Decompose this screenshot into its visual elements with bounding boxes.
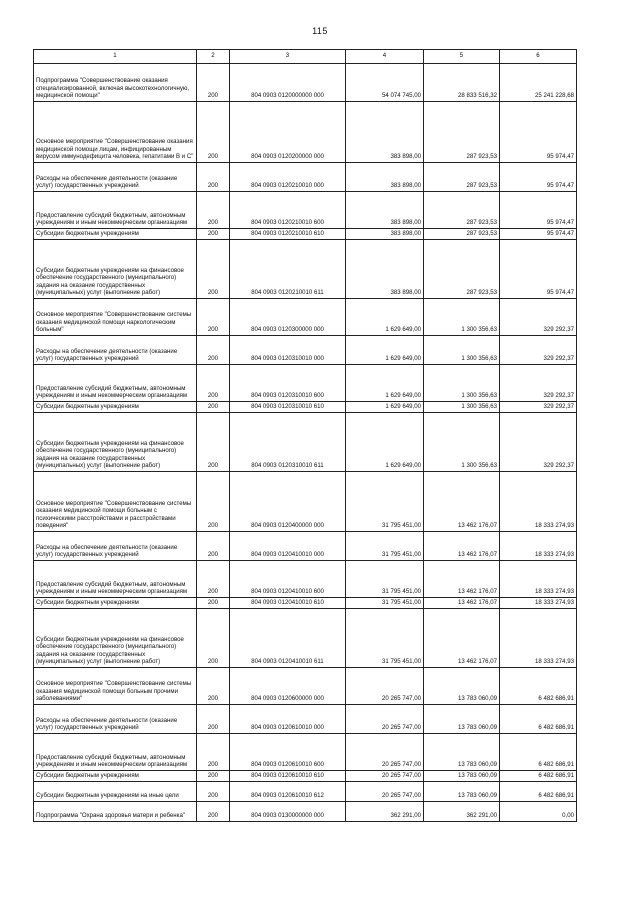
column-header: 2 bbox=[197, 50, 230, 64]
row-value-4: 1 629 649,00 bbox=[346, 299, 424, 336]
row-value-6: 329 292,37 bbox=[500, 336, 577, 365]
row-value-6: 95 974,47 bbox=[500, 229, 577, 240]
row-grbs: 200 bbox=[197, 802, 230, 822]
row-grbs: 200 bbox=[197, 413, 230, 472]
row-value-4: 383 898,00 bbox=[346, 229, 424, 240]
row-value-6: 6 482 686,91 bbox=[500, 668, 577, 705]
row-value-5: 13 462 176,07 bbox=[424, 472, 500, 532]
row-name: Основное мероприятие "Совершенствование системы оказания медицинской помощи больным прочими заболеваниями" bbox=[34, 668, 197, 705]
row-name: Предоставление субсидий бюджетным, автономным учреждениям и иным некоммерческим организациям bbox=[34, 365, 197, 402]
row-name: Предоставление субсидий бюджетным, автономным учреждениям и иным некоммерческим организациям bbox=[34, 734, 197, 771]
row-grbs: 200 bbox=[197, 598, 230, 609]
row-name: Субсидии бюджетным учреждениям bbox=[34, 229, 197, 240]
row-code: 804 0903 0120210010 000 bbox=[230, 163, 346, 192]
row-value-4: 31 795 451,00 bbox=[346, 598, 424, 609]
row-name: Субсидии бюджетным учреждениям на финансовое обеспечение государственного (муниципального) задания на оказание государственных (муниципальных) услуг (выполнение работ) bbox=[34, 413, 197, 472]
row-value-6: 6 482 686,91 bbox=[500, 771, 577, 782]
row-grbs: 200 bbox=[197, 734, 230, 771]
column-header: 3 bbox=[230, 50, 346, 64]
row-name: Расходы на обеспечение деятельности (оказание услуг) государственных учреждений bbox=[34, 163, 197, 192]
row-grbs: 200 bbox=[197, 229, 230, 240]
row-grbs: 200 bbox=[197, 402, 230, 413]
row-code: 804 0903 0120400000 000 bbox=[230, 472, 346, 532]
row-value-5: 13 462 176,07 bbox=[424, 609, 500, 668]
row-code: 804 0903 0120000000 000 bbox=[230, 64, 346, 102]
row-value-5: 13 783 060,09 bbox=[424, 734, 500, 771]
row-code: 804 0903 0120610010 612 bbox=[230, 782, 346, 802]
row-name: Субсидии бюджетным учреждениям на финансовое обеспечение государственного (муниципального) задания на оказание государственных (муниципальных) услуг (выполнение работ) bbox=[34, 609, 197, 668]
row-grbs: 200 bbox=[197, 102, 230, 163]
row-code: 804 0903 0120410010 000 bbox=[230, 532, 346, 561]
row-value-5: 13 783 060,09 bbox=[424, 705, 500, 734]
row-code: 804 0903 0120610010 610 bbox=[230, 771, 346, 782]
table-row bbox=[34, 734, 577, 771]
row-name: Субсидии бюджетным учреждениям на иные цели bbox=[34, 782, 197, 802]
row-code: 804 0903 0120200000 000 bbox=[230, 102, 346, 163]
row-name: Расходы на обеспечение деятельности (оказание услуг) государственных учреждений bbox=[34, 336, 197, 365]
row-grbs: 200 bbox=[197, 336, 230, 365]
row-value-4: 31 795 451,00 bbox=[346, 532, 424, 561]
row-value-6: 18 333 274,93 bbox=[500, 472, 577, 532]
budget-table bbox=[33, 49, 577, 822]
row-value-4: 20 265 747,00 bbox=[346, 705, 424, 734]
row-grbs: 200 bbox=[197, 192, 230, 229]
row-value-6: 25 241 228,68 bbox=[500, 64, 577, 102]
row-name: Субсидии бюджетным учреждениям bbox=[34, 598, 197, 609]
row-value-4: 383 898,00 bbox=[346, 192, 424, 229]
row-value-4: 383 898,00 bbox=[346, 163, 424, 192]
table-row bbox=[34, 413, 577, 472]
row-name: Предоставление субсидий бюджетным, автономным учреждениям и иным некоммерческим организациям bbox=[34, 192, 197, 229]
row-value-4: 31 795 451,00 bbox=[346, 561, 424, 598]
row-value-6: 329 292,37 bbox=[500, 402, 577, 413]
table-row bbox=[34, 240, 577, 299]
row-grbs: 200 bbox=[197, 609, 230, 668]
page-number: 115 bbox=[312, 26, 328, 36]
row-value-5: 287 923,53 bbox=[424, 192, 500, 229]
row-code: 804 0903 0120310010 600 bbox=[230, 365, 346, 402]
row-value-4: 1 629 649,00 bbox=[346, 413, 424, 472]
column-header: 6 bbox=[500, 50, 577, 64]
row-value-6: 95 974,47 bbox=[500, 240, 577, 299]
table-row bbox=[34, 802, 577, 822]
row-code: 804 0903 0120310010 611 bbox=[230, 413, 346, 472]
row-value-5: 1 300 356,63 bbox=[424, 402, 500, 413]
row-code: 804 0903 0120610010 000 bbox=[230, 705, 346, 734]
row-value-6: 329 292,37 bbox=[500, 365, 577, 402]
row-value-6: 95 974,47 bbox=[500, 163, 577, 192]
row-value-5: 1 300 356,63 bbox=[424, 336, 500, 365]
table-row bbox=[34, 365, 577, 402]
table-row bbox=[34, 561, 577, 598]
row-name: Субсидии бюджетным учреждениям bbox=[34, 771, 197, 782]
row-value-4: 20 265 747,00 bbox=[346, 668, 424, 705]
row-value-6: 329 292,37 bbox=[500, 299, 577, 336]
row-grbs: 200 bbox=[197, 561, 230, 598]
column-header: 5 bbox=[424, 50, 500, 64]
row-grbs: 200 bbox=[197, 365, 230, 402]
row-value-6: 329 292,37 bbox=[500, 413, 577, 472]
row-code: 804 0903 0130000000 000 bbox=[230, 802, 346, 822]
row-value-5: 13 462 176,07 bbox=[424, 598, 500, 609]
table-row bbox=[34, 402, 577, 413]
table-row bbox=[34, 598, 577, 609]
row-grbs: 200 bbox=[197, 299, 230, 336]
row-name: Предоставление субсидий бюджетным, автономным учреждениям и иным некоммерческим организациям bbox=[34, 561, 197, 598]
table-row bbox=[34, 192, 577, 229]
row-value-6: 18 333 274,93 bbox=[500, 609, 577, 668]
table-row bbox=[34, 782, 577, 802]
row-code: 804 0903 0120600000 000 bbox=[230, 668, 346, 705]
row-value-5: 1 300 356,63 bbox=[424, 413, 500, 472]
table-row bbox=[34, 472, 577, 532]
row-code: 804 0903 0120310010 610 bbox=[230, 402, 346, 413]
row-name: Подпрограмма "Охрана здоровья матери и ребенка" bbox=[34, 802, 197, 822]
row-name: Расходы на обеспечение деятельности (оказание услуг) государственных учреждений bbox=[34, 532, 197, 561]
table-row bbox=[34, 668, 577, 705]
row-value-6: 6 482 686,91 bbox=[500, 705, 577, 734]
row-value-5: 13 462 176,07 bbox=[424, 532, 500, 561]
row-name: Подпрограмма "Совершенствование оказания специализированной, включая высокотехнологичную, медицинской помощи" bbox=[34, 64, 197, 102]
row-grbs: 200 bbox=[197, 64, 230, 102]
row-value-6: 18 333 274,93 bbox=[500, 598, 577, 609]
row-value-5: 13 462 176,07 bbox=[424, 561, 500, 598]
row-value-4: 1 629 649,00 bbox=[346, 365, 424, 402]
row-code: 804 0903 0120410010 610 bbox=[230, 598, 346, 609]
row-value-6: 6 482 686,91 bbox=[500, 782, 577, 802]
row-value-4: 20 265 747,00 bbox=[346, 734, 424, 771]
row-value-6: 0,00 bbox=[500, 802, 577, 822]
row-grbs: 200 bbox=[197, 705, 230, 734]
row-value-5: 13 783 060,09 bbox=[424, 771, 500, 782]
row-grbs: 200 bbox=[197, 782, 230, 802]
table-row bbox=[34, 609, 577, 668]
table-row bbox=[34, 64, 577, 102]
row-value-5: 287 923,53 bbox=[424, 102, 500, 163]
row-code: 804 0903 0120310010 000 bbox=[230, 336, 346, 365]
row-value-4: 1 629 649,00 bbox=[346, 402, 424, 413]
row-value-4: 383 898,00 bbox=[346, 102, 424, 163]
row-code: 804 0903 0120610010 600 bbox=[230, 734, 346, 771]
row-name: Основное мероприятие "Совершенствование системы оказания медицинской помощи наркологическим больным" bbox=[34, 299, 197, 336]
row-grbs: 200 bbox=[197, 771, 230, 782]
row-value-5: 287 923,53 bbox=[424, 163, 500, 192]
table-row bbox=[34, 771, 577, 782]
row-name: Субсидии бюджетным учреждениям bbox=[34, 402, 197, 413]
table-row bbox=[34, 705, 577, 734]
row-value-5: 13 783 060,09 bbox=[424, 782, 500, 802]
row-code: 804 0903 0120410010 611 bbox=[230, 609, 346, 668]
row-value-5: 287 923,53 bbox=[424, 240, 500, 299]
row-value-6: 18 333 274,93 bbox=[500, 561, 577, 598]
row-value-4: 1 629 649,00 bbox=[346, 336, 424, 365]
table-row bbox=[34, 532, 577, 561]
table-header-row bbox=[34, 50, 577, 64]
row-value-4: 31 795 451,00 bbox=[346, 609, 424, 668]
row-value-4: 383 898,00 bbox=[346, 240, 424, 299]
row-value-6: 6 482 686,91 bbox=[500, 734, 577, 771]
table-row bbox=[34, 336, 577, 365]
row-name: Субсидии бюджетным учреждениям на финансовое обеспечение государственного (муниципального) задания на оказание государственных (муниципальных) услуг (выполнение работ) bbox=[34, 240, 197, 299]
row-code: 804 0903 0120210010 610 bbox=[230, 229, 346, 240]
row-grbs: 200 bbox=[197, 532, 230, 561]
row-name: Основное мероприятие "Совершенствование оказания медицинской помощи лицам, инфицированным вирусом иммунодефицита человека, гепатитами В и С" bbox=[34, 102, 197, 163]
row-value-5: 1 300 356,63 bbox=[424, 365, 500, 402]
row-grbs: 200 bbox=[197, 668, 230, 705]
row-value-6: 95 974,47 bbox=[500, 102, 577, 163]
row-grbs: 200 bbox=[197, 163, 230, 192]
table-row bbox=[34, 229, 577, 240]
table-row bbox=[34, 299, 577, 336]
row-code: 804 0903 0120410010 600 bbox=[230, 561, 346, 598]
row-value-5: 1 300 356,63 bbox=[424, 299, 500, 336]
row-name: Основное мероприятие "Совершенствование системы оказания медицинской помощи больным с психическими расстройствами и расстройствами поведения" bbox=[34, 472, 197, 532]
row-value-6: 95 974,47 bbox=[500, 192, 577, 229]
row-name: Расходы на обеспечение деятельности (оказание услуг) государственных учреждений bbox=[34, 705, 197, 734]
row-value-5: 28 833 516,32 bbox=[424, 64, 500, 102]
row-grbs: 200 bbox=[197, 240, 230, 299]
row-value-6: 18 333 274,93 bbox=[500, 532, 577, 561]
table-row bbox=[34, 163, 577, 192]
row-value-4: 362 291,00 bbox=[346, 802, 424, 822]
row-value-4: 54 074 745,00 bbox=[346, 64, 424, 102]
row-value-5: 13 783 060,09 bbox=[424, 668, 500, 705]
row-value-4: 20 265 747,00 bbox=[346, 782, 424, 802]
row-value-4: 31 795 451,00 bbox=[346, 472, 424, 532]
row-code: 804 0903 0120210010 611 bbox=[230, 240, 346, 299]
row-value-5: 287 923,53 bbox=[424, 229, 500, 240]
row-value-5: 362 291,00 bbox=[424, 802, 500, 822]
column-header: 4 bbox=[346, 50, 424, 64]
row-grbs: 200 bbox=[197, 472, 230, 532]
row-code: 804 0903 0120300000 000 bbox=[230, 299, 346, 336]
table-row bbox=[34, 102, 577, 163]
row-code: 804 0903 0120210010 600 bbox=[230, 192, 346, 229]
column-header: 1 bbox=[34, 50, 197, 64]
row-value-4: 20 265 747,00 bbox=[346, 771, 424, 782]
